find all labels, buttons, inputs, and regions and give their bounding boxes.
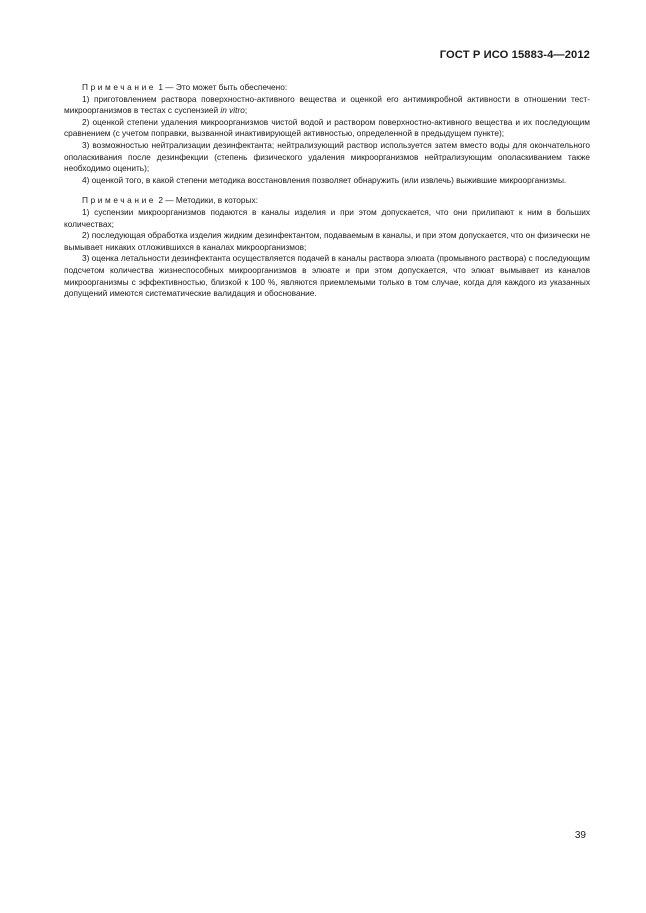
note-1: [64, 82, 590, 186]
note-number: 1 —: [158, 82, 176, 92]
note-2-item-1: 1) суспензии микроорганизмов подаются в каналы изделия и при этом допускается, что они прилипают к ним в больших количествах;: [64, 206, 590, 229]
note-intro: Это может быть обеспечено:: [175, 82, 288, 92]
item-text: 1) приготовлением раствора поверхностно-активного вещества и оценкой его антимикробной активности в отношении тест-микроорганизмов в тестах с суспензией: [64, 93, 590, 116]
page-number: 39: [574, 830, 586, 841]
note-label: Примечание: [82, 195, 157, 206]
item-italic-term: in vitro: [220, 105, 245, 116]
note-1-heading: [64, 82, 590, 94]
note-2-item-3: 3) оценка летальности дезинфектанта осуществляется подачей в каналы раствора элюата (промывного раствора) с последующим подсчетом количества жизнеспособных микроорганизмов в элюате и при этом допускается, что элюат вымывает из каналов микроорганизмы с эффективностью, близкой к 100 %, являются приемлемыми только в том случае, когда для каждого из указанных допущений имеются систематические валидация и обоснование.: [64, 253, 590, 299]
note-1-item-3: 3) возможностью нейтрализации дезинфектанта; нейтрализующий раствор используется затем вместо воды для окончательного ополаскивания после дезинфекции (степень физического удаления микроорганизмов нейтрализующим ополаскиванием также необходимо оценить);: [64, 139, 590, 174]
note-1-item-2: 2) оценкой степени удаления микроорганизмов чистой водой и раствором поверхностно-активного вещества и их последующим сравнением (с учетом поправки, вызванной инактивирующей активностью, определенной в предыдущем пункте);: [64, 116, 590, 139]
note-label: Примечание: [82, 82, 157, 92]
page-content: [64, 82, 590, 309]
note-1-item-4: 4) оценкой того, в какой степени методика восстановления позволяет обнаружить (или извлечь) выжившие микроорганизмы.: [82, 174, 567, 185]
item-text-end: ;: [244, 105, 248, 116]
note-2: [64, 195, 590, 299]
note-intro: Методики, в которых:: [175, 195, 258, 206]
note-1-item-1: [64, 94, 590, 117]
note-2-item-2: 2) последующая обработка изделия жидким дезинфектантом, подаваемым в каналы, и при этом допускается, что он физически не вымывает никаких отложившихся в каналах микроорганизмов;: [64, 230, 590, 252]
document-header: ГОСТ Р ИСО 15883-4—2012: [439, 49, 590, 61]
note-number: 2 —: [158, 195, 176, 206]
note-2-heading: [64, 195, 590, 207]
